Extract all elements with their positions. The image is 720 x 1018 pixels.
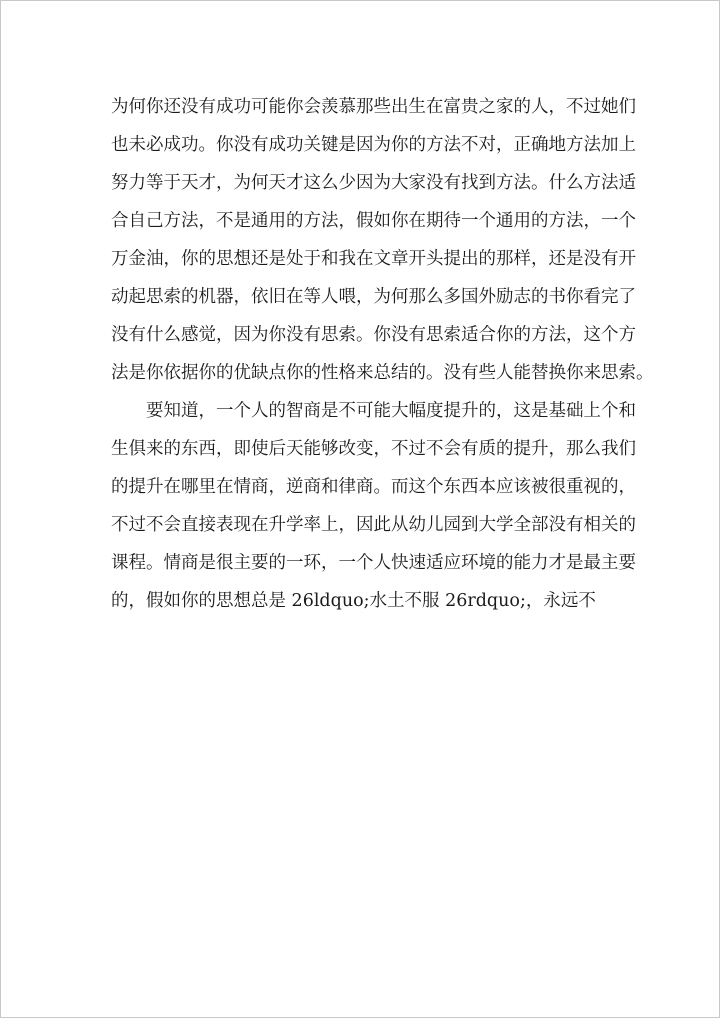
text-line: 为何你还没有成功可能你会羡慕那些出生在富贵之家的人，不过她们 — [111, 97, 636, 117]
text-line: 没有什么感觉，因为你没有思索。你没有思索适合你的方法，这个方 — [111, 325, 636, 345]
text-line: 的，假如你的思想总是 26ldquo;水土不服 26rdquo;，永远不 — [111, 591, 596, 611]
text-line: 生俱来的东西，即使后天能够改变，不过不会有质的提升，那么我们 — [111, 439, 636, 459]
text-line: 合自己方法，不是通用的方法，假如你在期待一个通用的方法，一个 — [111, 211, 636, 231]
text-line: 不过不会直接表现在升学率上，因此从幼儿园到大学全部没有相关的 — [111, 515, 636, 535]
text-line: 课程。情商是很主要的一环，一个人快速适应环境的能力才是最主要 — [111, 553, 636, 573]
text-line: 努力等于天才，为何天才这么少因为大家没有找到方法。什么方法适 — [111, 173, 636, 193]
text-line: 法是你依据你的优缺点你的性格来总结的。没有些人能替换你来思索。 — [111, 363, 654, 383]
text-line: 要知道，一个人的智商是不可能大幅度提升的，这是基础上个和 — [146, 401, 636, 421]
text-line: 动起思索的机器，依旧在等人喂，为何那么多国外励志的书你看完了 — [111, 287, 636, 307]
text-line: 也未必成功。你没有成功关键是因为你的方法不对，正确地方法加上 — [111, 135, 636, 155]
text-line: 的提升在哪里在情商，逆商和律商。而这个东西本应该被很重视的， — [111, 477, 636, 497]
text-line: 万金油，你的思想还是处于和我在文章开头提出的那样，还是没有开 — [111, 249, 636, 269]
